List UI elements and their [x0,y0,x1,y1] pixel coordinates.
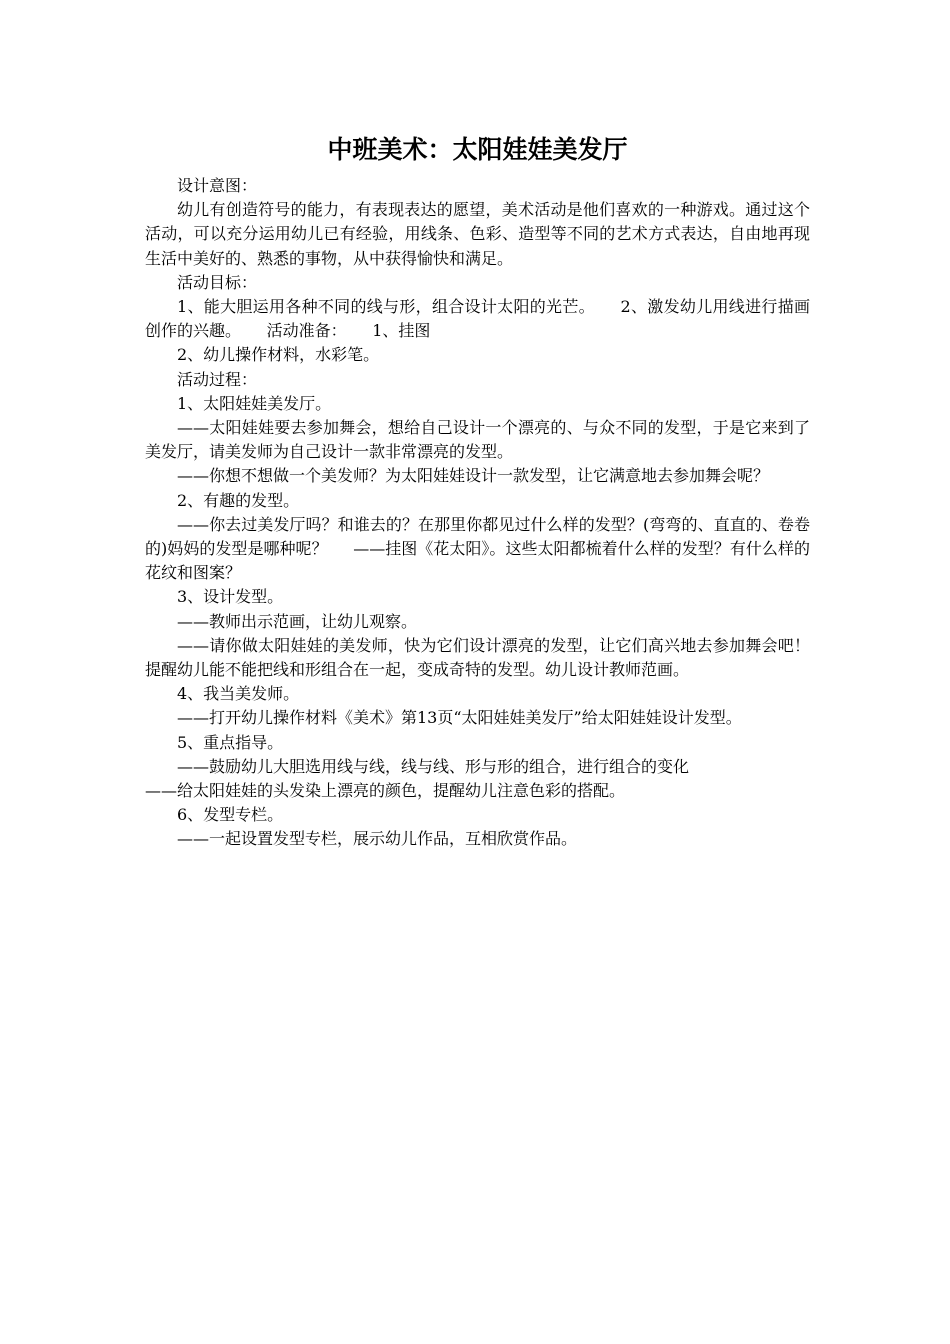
step-1-heading: 1、太阳娃娃美发厅。 [177,393,332,413]
design-body: 幼儿有创造符号的能力，有表现表达的愿望，美术活动是他们喜欢的一种游戏。通过这个活动，可以充分运用幼儿已有经验，用线条、色彩、造型等不同的艺术方式表达，自由地再现生活中美好的、熟悉的事物，从中获得愉快和满足。 [145,200,810,268]
step-1-text-b: ——你想不想做一个美发师？为太阳娃娃设计一款发型，让它满意地去参加舞会呢？ [177,466,770,486]
goal-2: 2、激发幼儿用线进行描画创作的兴趣。 [145,297,810,341]
prep-1: 1、挂图 [372,321,431,341]
step-5-text-a: ——鼓励幼儿大胆选用线与线，线与线、形与形的组合，进行组合的变化 [177,756,690,776]
step-3-text-b: ——请你做太阳娃娃的美发师，快为它们设计漂亮的发型，让它们高兴地去参加舞会吧！提醒幼儿能不能把线和形组合在一起，变成奇特的发型。幼儿设计教师范画。 [145,635,810,680]
step-2-text-b: ——挂图《花太阳》。这些太阳都梳着什么样的发型？有什么样的花纹和图案？ [145,539,810,583]
step-1-text-a: ——太阳娃娃要去参加舞会，想给自己设计一个漂亮的、与众不同的发型，于是它来到了美发厅，请美发师为自己设计一款非常漂亮的发型。 [145,418,810,462]
step-3-text-a: ——教师出示范画，让幼儿观察。 [177,611,418,631]
process-heading: 活动过程： [177,369,258,389]
step-4-text-a: ——打开幼儿操作材料《美术》第13页“太阳娃娃美发厅”给太阳娃娃设计发型。 [177,708,742,728]
step-3-heading: 3、设计发型。 [177,587,284,607]
step-2-heading: 2、有趣的发型。 [177,490,300,510]
step-6-heading: 6、发型专栏。 [177,805,284,825]
goal-paragraph [145,295,810,343]
step-6-text-a: ——一起设置发型专栏，展示幼儿作品，互相欣赏作品。 [177,829,578,849]
step-4-heading: 4、我当美发师。 [177,684,300,704]
prep-2: 2、幼儿操作材料，水彩笔。 [177,345,380,365]
goal-1: 1、能大胆运用各种不同的线与形，组合设计太阳的光芒。 [177,297,595,317]
document-page [145,132,810,852]
prep-heading: 活动准备： [266,321,347,341]
design-heading: 设计意图： [177,176,258,195]
step-5-heading: 5、重点指导。 [177,732,284,752]
goal-heading: 活动目标： [177,272,258,292]
document-title: 中班美术：太阳娃娃美发厅 [327,135,628,164]
step-5-text-b: ——给太阳娃娃的头发染上漂亮的颜色，提醒幼儿注意色彩的搭配。 [145,781,626,801]
step-2-paragraph [145,513,810,586]
step-2-text-a: ——你去过美发厅吗？和谁去的？在那里你都见过什么样的发型？(弯弯的、直直的、卷卷的)妈妈的发型是哪种呢？ [145,514,810,559]
